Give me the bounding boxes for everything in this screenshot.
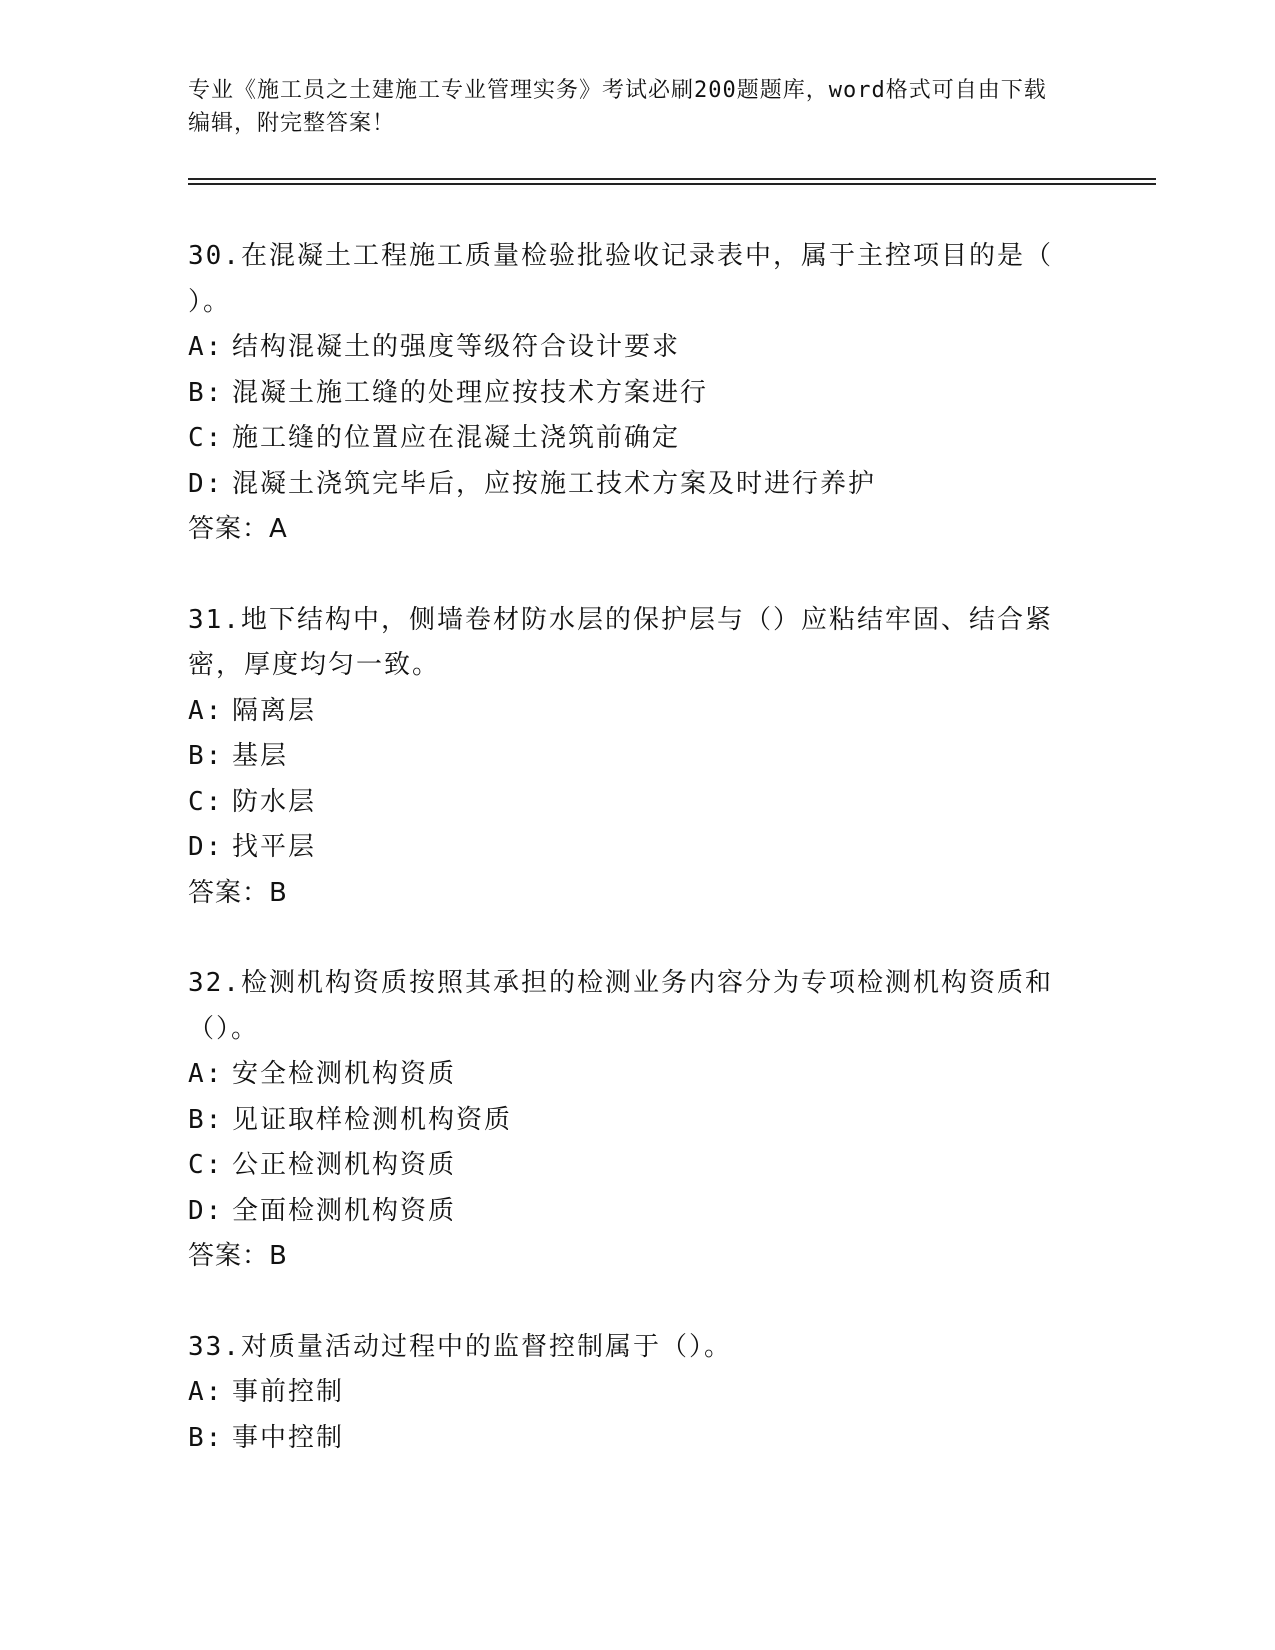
option-d — [188, 462, 1088, 508]
option-letter: B: — [188, 741, 224, 771]
option-a — [188, 689, 1088, 735]
question-list — [188, 234, 1088, 1506]
option-letter: A: — [188, 332, 224, 362]
option-a — [188, 1052, 1088, 1098]
option-letter: B: — [188, 1104, 224, 1135]
option-letter: B: — [188, 1422, 224, 1453]
option-letter: D: — [188, 832, 224, 862]
option-text: 隔离层 — [232, 695, 317, 726]
option-c — [188, 416, 1088, 462]
option-letter: D: — [188, 1195, 224, 1226]
option-text: 防水层 — [232, 786, 317, 817]
option-letter: A: — [188, 695, 224, 726]
option-text: 找平层 — [232, 832, 317, 862]
header-divider-top — [188, 178, 1156, 180]
question-33 — [188, 1325, 1088, 1462]
option-b — [188, 1416, 1088, 1462]
option-b — [188, 1098, 1088, 1144]
option-text: 公正检测机构资质 — [232, 1150, 457, 1180]
option-letter: A: — [188, 1377, 224, 1407]
answer-line: 答案：B — [188, 877, 288, 908]
question-31 — [188, 598, 1088, 917]
option-text: 结构混凝土的强度等级符合设计要求 — [232, 332, 681, 362]
option-text: 混凝土浇筑完毕后，应按施工技术方案及时进行养护 — [232, 468, 877, 499]
option-text: 安全检测机构资质 — [232, 1059, 457, 1089]
option-text: 基层 — [232, 741, 289, 771]
question-30 — [188, 234, 1088, 553]
option-letter: C: — [188, 1150, 224, 1180]
option-d — [188, 1189, 1088, 1235]
option-text: 全面检测机构资质 — [232, 1195, 457, 1226]
option-text: 混凝土施工缝的处理应按技术方案进行 — [232, 377, 709, 408]
option-letter: C: — [188, 786, 224, 817]
option-text: 见证取样检测机构资质 — [232, 1104, 513, 1135]
option-b — [188, 371, 1088, 417]
option-letter: A: — [188, 1059, 224, 1089]
option-text: 施工缝的位置应在混凝土浇筑前确定 — [232, 423, 681, 453]
option-letter: B: — [188, 377, 224, 408]
header-divider-bottom — [188, 183, 1156, 185]
question-stem: 32.检测机构资质按照其承担的检测业务内容分为专项检测机构资质和（）。 — [188, 968, 1053, 1044]
document-header: 专业《施工员之土建施工专业管理实务》考试必刷200题题库，word格式可自由下载编辑，附完整答案！ — [188, 78, 1047, 136]
option-b — [188, 734, 1088, 780]
option-a — [188, 1370, 1088, 1416]
question-stem: 31.地下结构中，侧墙卷材防水层的保护层与（）应粘结牢固、结合紧密，厚度均匀一致。 — [188, 604, 1053, 680]
answer-line: 答案：B — [188, 1241, 288, 1271]
answer-line: 答案：A — [188, 514, 288, 544]
question-32 — [188, 961, 1088, 1280]
option-d — [188, 825, 1088, 871]
option-letter: D: — [188, 468, 224, 499]
option-c — [188, 1143, 1088, 1189]
option-c — [188, 780, 1088, 826]
option-a — [188, 325, 1088, 371]
option-text: 事中控制 — [232, 1422, 345, 1453]
question-stem: 30.在混凝土工程施工质量检验批验收记录表中，属于主控项目的是（ ）。 — [188, 241, 1053, 317]
question-stem: 33.对质量活动过程中的监督控制属于（）。 — [188, 1331, 732, 1362]
option-text: 事前控制 — [232, 1377, 345, 1407]
option-letter: C: — [188, 423, 224, 453]
